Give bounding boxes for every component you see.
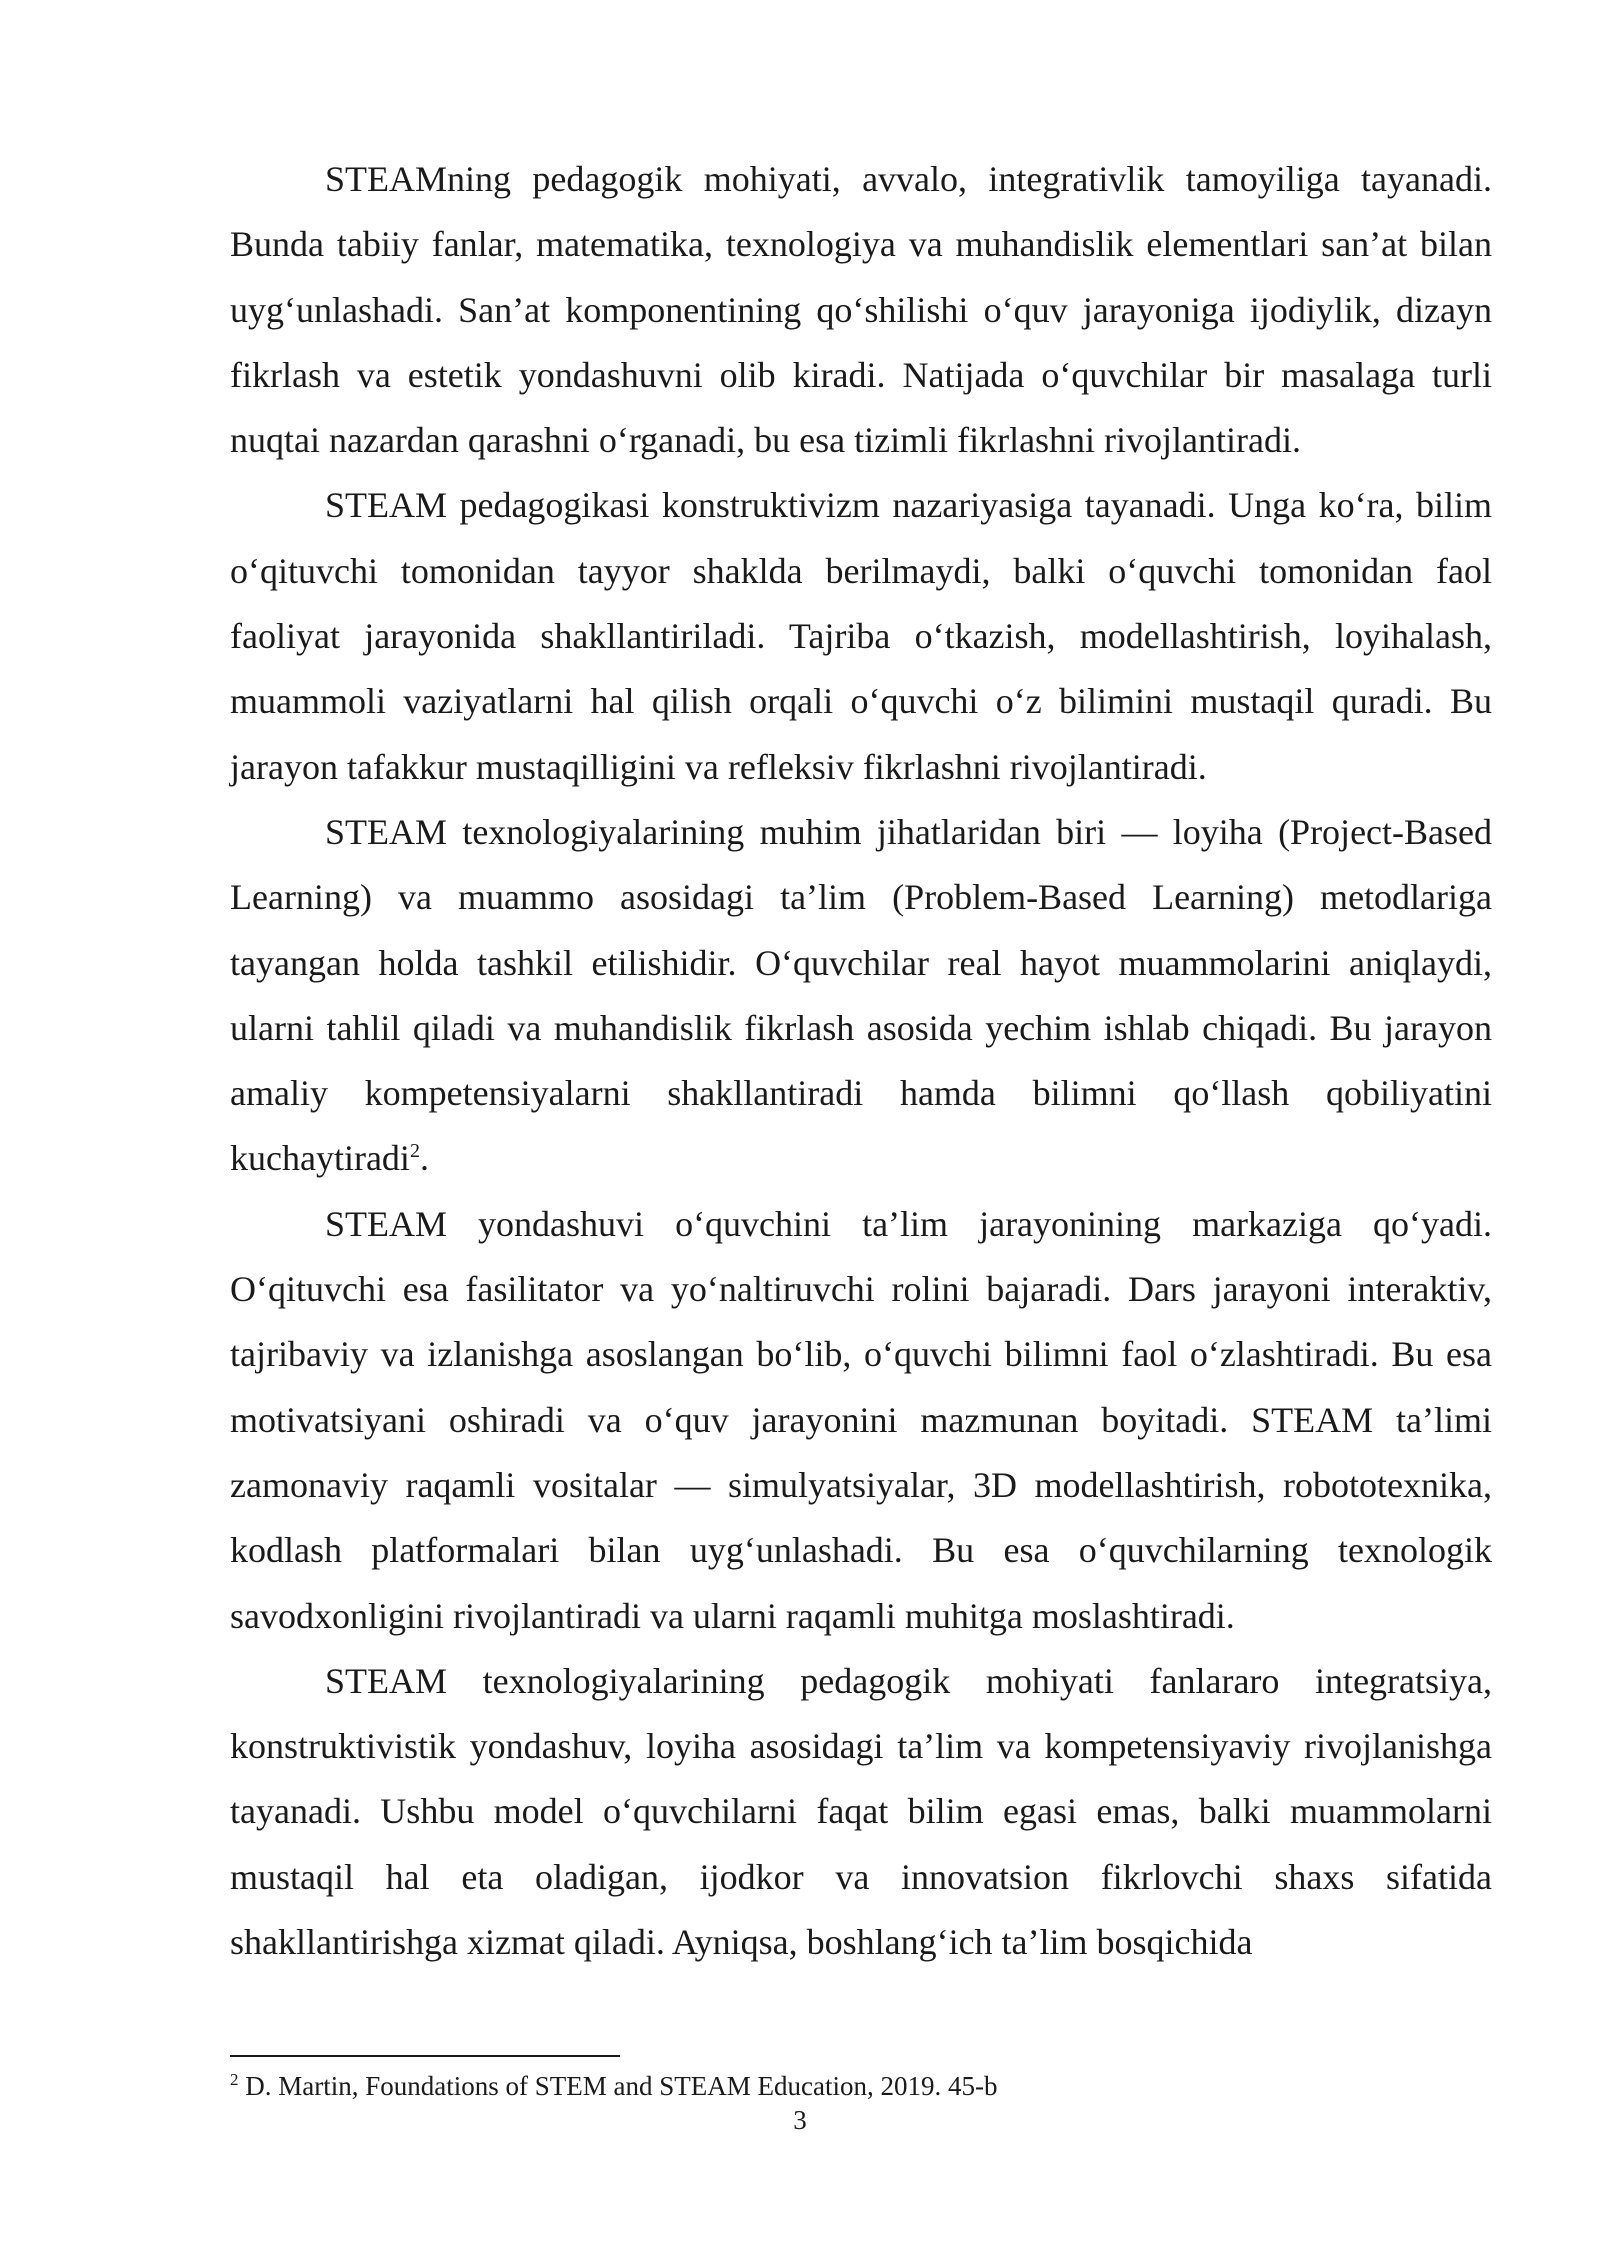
body-text: [230, 147, 1492, 1975]
footnote-separator: [230, 2055, 620, 2057]
paragraph-1: [230, 147, 1492, 473]
paragraph-5: [230, 1649, 1492, 1975]
paragraph-2: [230, 473, 1492, 799]
paragraph-3-text: STEAM texnologiyalarining muhim jihatlaridan biri — loyiha (Project-Based Learning) va muammo asosidagi ta’lim (Problem-Based Learning) metodlariga tayangan holda tashkil etilishidir. O‘quvchilar real hayot muammolarini aniqlaydi, ularni tahlil qiladi va muhandislik fikrlash asosida yechim ishlab chiqadi. Bu jarayon amaliy kompetensiyalarni shakllantiradi hamda bilimni qo‘llash qobiliyatini kuchaytiradi: [230, 811, 1492, 1179]
paragraph-2-text: STEAM pedagogikasi konstruktivizm nazariyasiga tayanadi. Unga ko‘ra, bilim o‘qituvchi tomonidan tayyor shaklda berilmaydi, balki o‘quvchi tomonidan faol faoliyat jarayonida shakllantiriladi. Tajriba o‘tkazish, modellashtirish, loyihalash, muammoli vaziyatlarni hal qilish orqali o‘quvchi o‘z bilimini mustaqil quradi. Bu jarayon tafakkur mustaqilligini va refleksiv fikrlashni rivojlantiradi.: [230, 485, 1492, 787]
page-number: 3: [793, 2105, 807, 2135]
paragraph-5-text: STEAM texnologiyalarining pedagogik mohiyati fanlararo integratsiya, konstruktivistik yondashuv, loyiha asosidagi ta’lim va kompetensiyaviy rivojlanishga tayanadi. Ushbu model o‘quvchilarni faqat bilim egasi emas, balki muammolarni mustaqil hal eta oladigan, ijodkor va innovatsion fikrlovchi shaxs sifatida shakllantirishga xizmat qiladi. Ayniqsa, boshlang‘ich ta’lim bosqichida: [230, 1660, 1492, 1963]
paragraph-3-tail: .: [419, 1138, 429, 1179]
paragraph-3: [230, 800, 1492, 1192]
footnote-number: 2: [230, 2070, 239, 2089]
footnote-text: D. Martin, Foundations of STEM and STEAM Education, 2019. 45-b: [245, 2071, 998, 2101]
paragraph-4-text: STEAM yondashuvi o‘quvchini ta’lim jarayonining markaziga qo‘yadi. O‘qituvchi esa fasilitator va yo‘naltiruvchi rolini bajaradi. Dars jarayoni interaktiv, tajribaviy va izlanishga asoslangan bo‘lib, o‘quvchi bilimni faol o‘zlashtiradi. Bu esa motivatsiyani oshiradi va o‘quv jarayonini mazmunan boyitadi. STEAM ta’limi zamonaviy raqamli vositalar — simulyatsiyalar, 3D modellashtirish, robototexnika, kodlash platformalari bilan uyg‘unlashadi. Bu esa o‘quvchilarning texnologik savodxonligini rivojlantiradi va ularni raqamli muhitga moslashtiradi.: [230, 1203, 1492, 1636]
footnote: [230, 2070, 1492, 2102]
paragraph-1-text: STEAMning pedagogik mohiyati, avvalo, integrativlik tamoyiliga tayanadi. Bunda tabiiy fanlar, matematika, texnologiya va muhandislik elementlari san’at bilan uyg‘unlashadi. San’at komponentining qo‘shilishi o‘quv jarayoniga ijodiylik, dizayn fikrlash va estetik yondashuvni olib kiradi. Natijada o‘quvchilar bir masalaga turli nuqtai nazardan qarashni o‘rganadi, bu esa tizimli fikrlashni rivojlantiradi.: [230, 159, 1492, 461]
footnote-reference[interactable]: 2: [409, 1140, 420, 1163]
paragraph-4: [230, 1192, 1492, 1649]
